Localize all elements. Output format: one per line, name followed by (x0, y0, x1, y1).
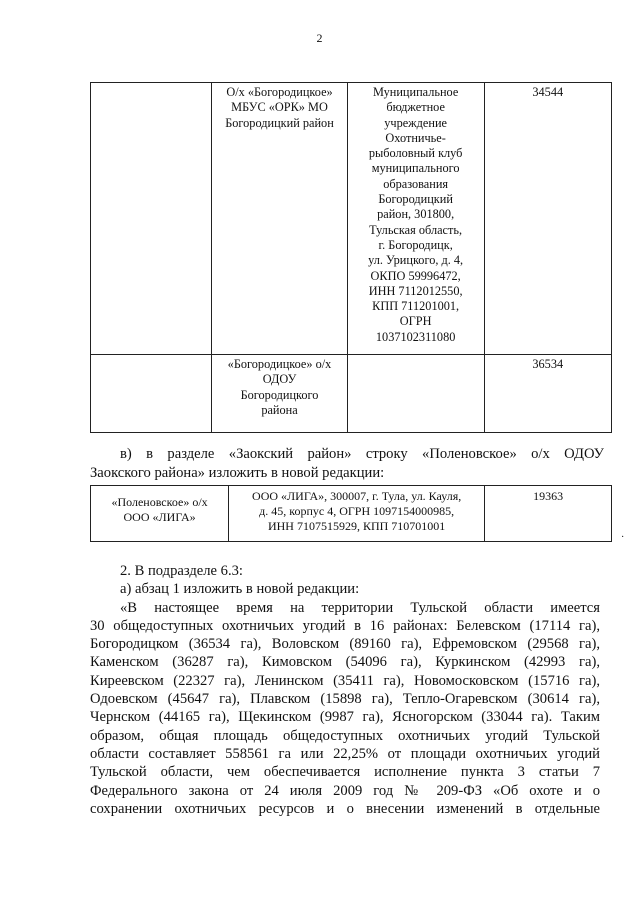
page-number: 2 (316, 31, 323, 45)
quote-line: Одоевском (45647 га), Плавском (15898 га), Тепло-Огаревском (30614 га), (90, 691, 600, 708)
hunting-grounds-table (90, 82, 612, 433)
quote-line: образом, общая площадь общедоступных охотничьих угодий Тульской (90, 727, 600, 744)
table-cell-area: 36534 (484, 355, 612, 433)
table-cell-number (91, 355, 212, 433)
quote-line: «В настоящее время на территории Тульской области имеется (120, 599, 600, 616)
table-cell-organization: ООО «ЛИГА», 300007, г. Тула, ул. Кауля, д. 45, корпус 4, ОГРН 1097154000985, ИНН 7107515929, КПП 710701001 (229, 486, 485, 542)
quote-line: Федерального закона от 24 июля 2009 год № 209-ФЗ «Об охоте и о (90, 782, 600, 799)
paragraph-v-line1: в) в разделе «Заокский район» строку «Поленовское» о/х ОДОУ (120, 446, 604, 462)
table-cell-area: 34544 (484, 83, 612, 355)
table-cell-ground-name: «Поленовское» о/х ООО «ЛИГА» (91, 486, 229, 542)
table-cell-organization: Муниципальное бюджетное учреждение Охотничье- рыболовный клуб муниципального образования Богородицкий район, 301800, Тульская область, г. Богородицк, ул. Урицкого, д. 4, ОКПО 59996472, ИНН 7112012550, КПП 711201001, ОГРН 1037102311080 (347, 83, 484, 355)
quote-line: Богородицком (36534 га), Воловском (89160 га), Ефремовском (29568 га), (90, 636, 600, 653)
quote-line: Киреевском (22327 га), Ленинском (35411 га), Новомосковском (15716 га), (90, 672, 600, 689)
table-cell-ground-name: «Богородицкое» о/х ОДОУ Богородицкого района (212, 355, 348, 433)
table-cell-organization (347, 355, 484, 433)
quote-line: сохранении охотничьих ресурсов и о внесении изменений в отдельные (90, 800, 600, 817)
section-2-sub-a: а) абзац 1 изложить в новой редакции: (120, 581, 360, 598)
table-cell-number (91, 83, 212, 355)
quote-line: Каменском (36287 га), Кимовском (54096 га), Куркинском (42993 га), (90, 654, 600, 671)
quote-line: 30 общедоступных охотничьих угодий в 16 районах: Белевском (17114 га), (90, 617, 600, 634)
table-row (91, 486, 612, 542)
polenovskoe-table (90, 485, 612, 542)
quote-line: области составляет 558561 га или 22,25% от площади охотничьих угодий (90, 745, 600, 762)
paragraph-v (90, 445, 604, 482)
section-2-heading: 2. В подразделе 6.3: (120, 563, 243, 579)
margin-dot: · (621, 532, 625, 543)
quote-paragraph (90, 599, 600, 819)
quote-line: Тульской области, чем обеспечивается исполнение пункта 3 статьи 7 (90, 764, 600, 781)
paragraph-v-line2: Заокского района» изложить в новой редакции: (90, 464, 385, 481)
table-cell-area: 19363 (485, 486, 612, 542)
table-cell-ground-name: О/х «Богородицкое» МБУС «ОРК» МО Богородицкий район (212, 83, 348, 355)
section-2-text (90, 562, 600, 818)
quote-line: Чернском (44165 га), Щекинском (9987 га), Ясногорском (33044 га). Таким (90, 709, 600, 726)
table-row (91, 355, 612, 433)
table-row (91, 83, 612, 355)
